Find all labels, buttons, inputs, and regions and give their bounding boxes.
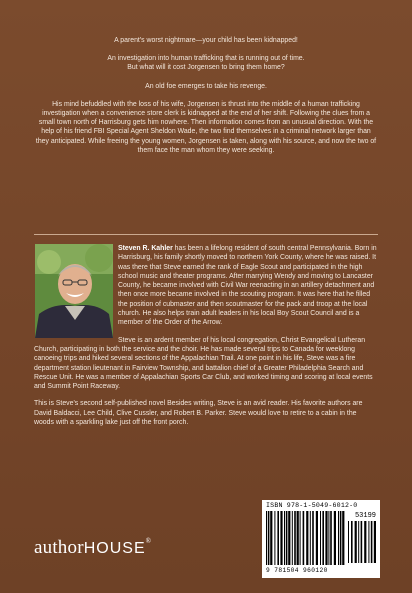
bio-paragraph-2: Steve is an ardent member of his local congregation, Christ Evangelical Lutheran Church, participating in both the service and the choir. He has made several trips to Canada for weeklong canoeing trips and hiked several sections of the Appalachian Trail. At one point in his life, Steve was a fire department station lieutenant in Fairview Township, and battalion chief of a Greater Philadelphia Search and Rescue Unit. He was a member of Appalachian Sports Car Club, and worked timing and scoring at local events and Summit Point Raceway. <box>34 336 373 391</box>
barcode-bar <box>268 511 270 565</box>
barcode-bar <box>325 511 327 565</box>
barcode-bar <box>371 521 373 563</box>
barcode-bar <box>328 511 329 565</box>
barcode-bar <box>284 511 285 565</box>
blurb-section <box>34 36 378 164</box>
ean-digits: 9 781504 960120 <box>266 567 328 574</box>
barcode-bar <box>297 511 299 565</box>
barcode-bar <box>338 511 339 565</box>
barcode-bar <box>355 521 357 563</box>
registered-mark: ® <box>145 537 152 545</box>
barcode-bar <box>340 511 342 565</box>
isbn-text: ISBN 978-1-5049-6012-0 <box>266 502 358 509</box>
barcode-bar <box>288 511 290 565</box>
barcode-bar <box>342 511 344 565</box>
addon-barcode-bars <box>348 521 376 563</box>
barcode-bar <box>300 511 301 565</box>
barcode-bar <box>280 511 282 565</box>
barcode-bar <box>316 511 318 565</box>
barcode-bar <box>351 521 353 563</box>
barcode-bar <box>277 511 279 565</box>
section-divider <box>34 234 378 235</box>
bio-paragraph-1-text: has been a lifelong resident of south central Pennsylvania. Born in Harrisburg, his family shortly moved to northern York County, where he was raised. It was there that Steve earned the rank of Eagle Scout and participated in the high school music and theater programs. After marrying Wendy and moving to Lancaster County, he became involved with Civil War reenacting in an artillery detachment and then once more became involved in the scouting program. It was here that he filled the position of cubmaster and then scoutmaster for the pack and troop at the local church. He also helps train adult leaders in his local Boy Scout Council and is a member of the Order of the Arrow. <box>118 245 377 327</box>
barcode-bar <box>358 521 359 563</box>
logo-house-text: HOUSE <box>83 540 146 557</box>
tagline: A parent's worst nightmare—your child has been kidnapped! <box>114 37 298 44</box>
blurb-line-1: An investigation into human trafficking that is running out of time. <box>107 55 305 63</box>
barcode-bar <box>322 511 324 565</box>
barcode-bar <box>320 511 321 565</box>
barcode-bar <box>330 511 332 565</box>
barcode-bar <box>364 521 366 563</box>
photo-spacer <box>34 244 118 340</box>
barcode-bar <box>310 511 311 565</box>
logo-author-text: author <box>34 537 84 558</box>
barcode-bar <box>270 511 272 565</box>
blurb-line-2: But what will it cost Jorgensen to bring them home? <box>127 64 285 72</box>
barcode-bar <box>368 521 369 563</box>
publisher-logo <box>34 537 151 559</box>
isbn-barcode <box>262 500 380 578</box>
barcode-bar <box>348 521 349 563</box>
barcode-bar <box>312 511 314 565</box>
barcode-bar <box>266 511 267 565</box>
price-code: 53199 <box>354 512 376 520</box>
author-name: Steven R. Kahler <box>118 245 173 252</box>
barcode-bar <box>334 511 336 565</box>
barcode-bar <box>274 511 275 565</box>
barcode-bar <box>374 521 376 563</box>
barcode-bar <box>303 511 305 565</box>
bio-paragraph-3: This is Steve's second self-published novel Besides writing, Steve is an avid reader. His favorite authors are David Baldacci, Lee Child, Clive Cussler, and Robert B. Parker. Steve would love to retire to a cabin in the woods with a sparkling lake just off the front porch. <box>34 400 363 427</box>
barcode-bar <box>294 511 296 565</box>
blurb-paragraph: His mind befuddled with the loss of his wife, Jorgensen is thrust into the middle of a human trafficking investigation when a convenience store clerk is kidnapped at the end of her shift. Following the clues from a small town north of Harrisburg gets him nowhere. Then information comes from an unusual direction. With the help of his friend FBI Special Agent Sheldon Wade, the two find themselves in a criminal network larger than they anticipated. While freeing the young women, Jorgensen is taken, along with his source, and now the two of them face the man whom they were seeking. <box>35 100 377 154</box>
barcode-bar <box>286 511 288 565</box>
barcode-bar <box>292 511 293 565</box>
barcode-bar <box>306 511 308 565</box>
barcode-bar <box>361 521 363 563</box>
blurb-hook <box>34 54 378 72</box>
author-bio <box>34 244 378 435</box>
ean-barcode-bars <box>266 511 346 565</box>
blurb-line-3: An old foe emerges to take his revenge. <box>145 82 267 90</box>
